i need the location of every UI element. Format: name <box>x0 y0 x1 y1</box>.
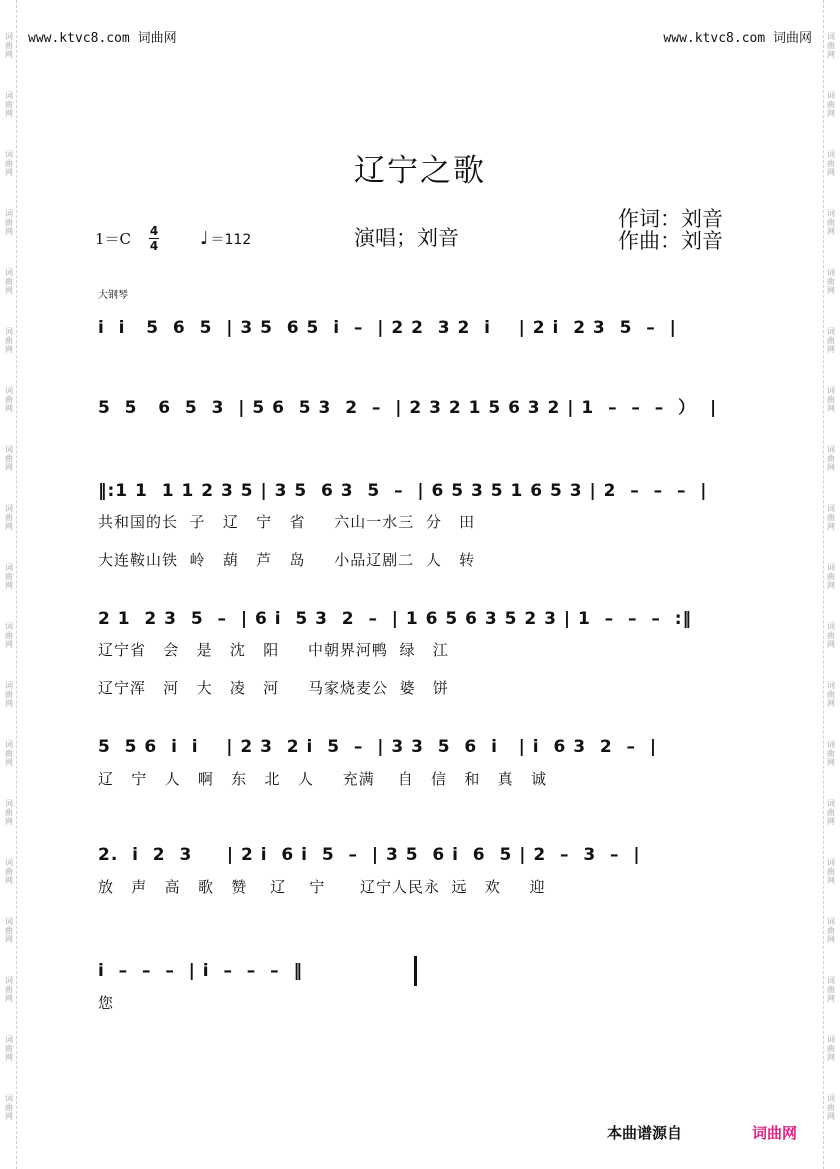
tempo-marking <box>200 228 251 249</box>
side-watermark: 词 曲 网 <box>5 386 13 413</box>
key-signature: 1＝C <box>95 230 132 248</box>
time-signature <box>149 224 159 253</box>
quarter-note-icon: ♩ <box>200 228 209 249</box>
instrument-label: 大钢琴 <box>98 290 128 301</box>
song-title: 辽宁之歌 <box>354 153 486 189</box>
side-watermark: 词 曲 网 <box>5 1094 13 1121</box>
side-watermark: 词 曲 网 <box>827 740 835 767</box>
side-watermark: 词 曲 网 <box>827 327 835 354</box>
source-label: 本曲谱源自 <box>607 1124 683 1142</box>
final-barline <box>414 956 417 986</box>
side-watermark: 词 曲 网 <box>827 150 835 177</box>
lyric-line-6: 放 声 高 歌 赞 辽 宁 辽宁人民永 远 欢 迎 <box>98 878 546 896</box>
side-watermark: 词 曲 网 <box>5 504 13 531</box>
lyric-line-5: 辽 宁 人 啊 东 北 人 充满 自 信 和 真 诚 <box>98 770 547 788</box>
side-watermark: 词 曲 网 <box>827 799 835 826</box>
side-watermark: 词 曲 网 <box>827 91 835 118</box>
side-watermark: 词 曲 网 <box>827 917 835 944</box>
side-watermark: 词 曲 网 <box>5 858 13 885</box>
lyric-line-3a: 共和国的长 子 辽 宁 省 六山一水三 分 田 <box>98 513 476 531</box>
side-watermark: 词 曲 网 <box>5 327 13 354</box>
side-watermark: 词 曲 网 <box>827 563 835 590</box>
lyric-line-4a: 辽宁省 会 是 沈 阳 中朝界河鸭 绿 江 <box>98 641 449 659</box>
side-watermark: 词 曲 网 <box>827 504 835 531</box>
author-credits <box>618 208 723 252</box>
side-watermark: 词 曲 网 <box>5 622 13 649</box>
lyric-line-3b: 大连鞍山铁 岭 葫 芦 岛 小品辽剧二 人 转 <box>98 551 476 569</box>
side-watermark: 词 曲 网 <box>827 681 835 708</box>
composer-credit: 作曲：刘音 <box>618 229 723 253</box>
side-watermark: 词 曲 网 <box>5 917 13 944</box>
score-line-1: i i 5 6 5 | 3 5 6 5 i – | 2 2 3 2 i | 2 i 2 3 5 – | <box>98 318 677 338</box>
side-watermark: 词 曲 网 <box>5 91 13 118</box>
score-line-7: i – – – | i – – – ‖ <box>98 961 303 981</box>
side-watermark: 词 曲 网 <box>5 799 13 826</box>
site-watermark-right: www.ktvc8.com 词曲网 <box>663 31 812 46</box>
brand-link[interactable]: 词曲网 <box>752 1124 798 1142</box>
side-watermark: 词 曲 网 <box>827 268 835 295</box>
time-signature-bottom: 4 <box>149 239 159 253</box>
side-watermark: 词 曲 网 <box>5 681 13 708</box>
side-watermark: 词 曲 网 <box>5 976 13 1003</box>
lyric-line-4b: 辽宁浑 河 大 凌 河 马家烧麦公 婆 饼 <box>98 679 449 697</box>
side-watermark: 词 曲 网 <box>827 1035 835 1062</box>
tempo-value: ＝112 <box>210 232 252 248</box>
side-watermark: 词 曲 网 <box>5 740 13 767</box>
site-watermark-left: www.ktvc8.com 词曲网 <box>28 31 177 46</box>
side-watermark: 词 曲 网 <box>5 209 13 236</box>
side-watermark: 词 曲 网 <box>827 976 835 1003</box>
side-watermark: 词 曲 网 <box>827 1094 835 1121</box>
side-watermark: 词 曲 网 <box>827 32 835 59</box>
side-watermark: 词 曲 网 <box>827 622 835 649</box>
side-watermark: 词 曲 网 <box>5 268 13 295</box>
score-line-6: 2. i 2 3 | 2 i 6 i 5 – | 3 5 6 i 6 5 | 2 – 3 – | <box>98 845 641 865</box>
side-watermark: 词 曲 网 <box>5 150 13 177</box>
singer-credit: 演唱；刘音 <box>354 226 459 250</box>
side-watermark: 词 曲 网 <box>827 445 835 472</box>
side-watermark: 词 曲 网 <box>5 32 13 59</box>
score-line-4: 2 1 2 3 5 – | 6 i 5 3 2 – | 1 6 5 6 3 5 2 3 | 1 – – – :‖ <box>98 609 692 629</box>
side-watermark: 词 曲 网 <box>5 1035 13 1062</box>
side-watermark: 词 曲 网 <box>5 563 13 590</box>
score-line-2: 5 5 6 5 3 | 5 6 5 3 2 – | 2 3 2 1 5 6 3 2 | 1 – – – ） | <box>98 398 718 418</box>
time-signature-top: 4 <box>149 224 159 238</box>
side-watermark: 词 曲 网 <box>827 209 835 236</box>
side-watermark: 词 曲 网 <box>5 445 13 472</box>
lyricist-credit: 作词：刘音 <box>618 207 723 231</box>
score-line-5: 5 5 6 i i | 2 3 2 i 5 – | 3 3 5 6 i | i 6 3 2 – | <box>98 737 658 757</box>
lyric-line-7: 您 <box>98 994 115 1012</box>
side-watermark: 词 曲 网 <box>827 386 835 413</box>
side-watermark: 词 曲 网 <box>827 858 835 885</box>
score-line-3: ‖:1 1 1 1 2 3 5 | 3 5 6 3 5 – | 6 5 3 5 1 6 5 3 | 2 – – – | <box>98 481 708 501</box>
